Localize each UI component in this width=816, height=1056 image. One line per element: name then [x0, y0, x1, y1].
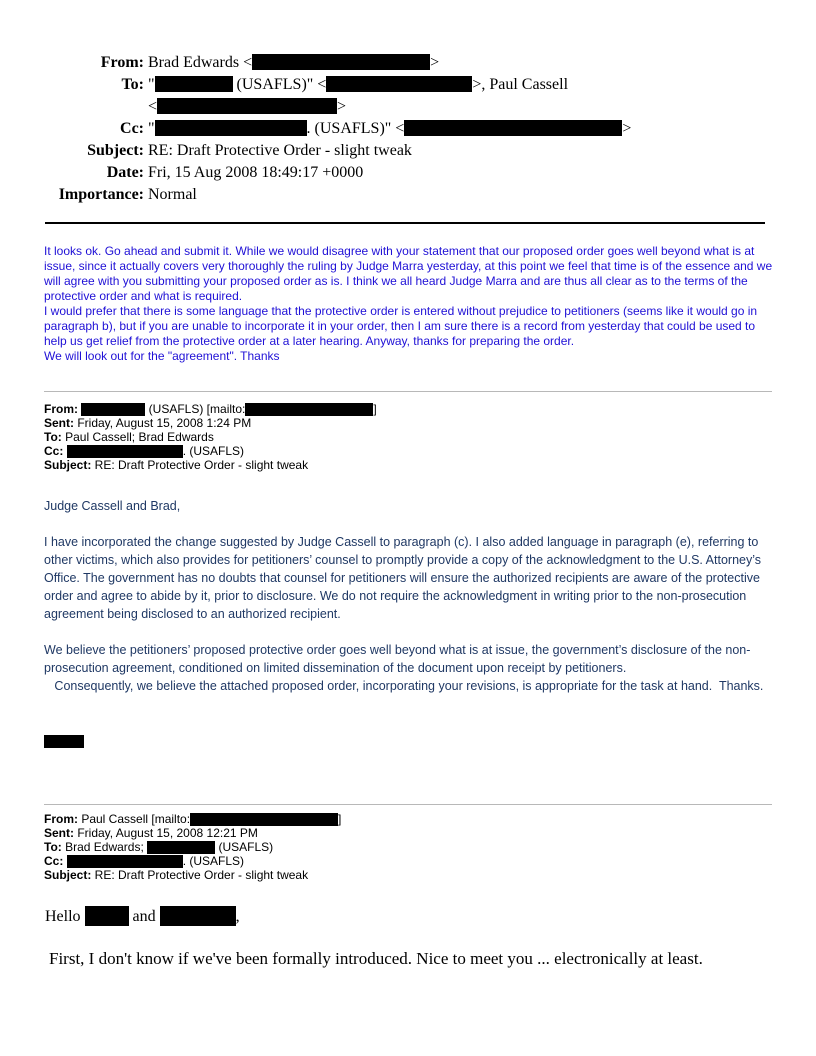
- redaction-block: [67, 445, 183, 458]
- importance-label: Importance:: [58, 186, 144, 203]
- from-label: From:: [100, 54, 144, 71]
- reply-paragraph: We will look out for the "agreement". Thanks: [44, 349, 280, 363]
- redaction-block: [81, 403, 145, 416]
- cc-org: . (USAFLS)" <: [306, 120, 405, 137]
- redaction-block: [67, 855, 183, 868]
- email3-cc-label: Cc:: [44, 854, 64, 868]
- subject-label: Subject:: [87, 142, 144, 159]
- email3-from-close: ]: [338, 812, 342, 826]
- reply-paragraph: I would prefer that there is some language that the protective order is entered without prejudice to petitioners (seems like it would go in paragraph b), but if you are unable to incorporate it in your order, then I am sure there is a record from yesterday that could be used to help us get relief from the protective order at a later hearing. Anyway, thanks for preparing the order.: [44, 304, 758, 348]
- redaction-block: [252, 54, 430, 70]
- email3-to-value: Brad Edwards;: [61, 840, 148, 854]
- redaction-block: [160, 906, 236, 926]
- header-divider: [45, 222, 765, 224]
- from-value: Brad Edwards <: [148, 54, 253, 71]
- email2-paragraph: We believe the petitioners’ proposed protective order goes well beyond what is at issue, the government’s disclosure of the non-prosecution agreement, conditioned on limited dissemination of the document upon receipt by petitioners.: [44, 643, 751, 675]
- importance-value: Normal: [148, 186, 197, 203]
- to-close: >, Paul Cassell: [472, 76, 569, 93]
- to-quote: ": [148, 76, 155, 93]
- email3-cc-value: . (USAFLS): [182, 854, 245, 868]
- email2-from-close: ]: [373, 402, 377, 416]
- email2-sent-value: Friday, August 15, 2008 1:24 PM: [74, 416, 252, 430]
- redaction-block: [85, 906, 129, 926]
- redaction-block: [155, 76, 233, 92]
- email2-to-value: Paul Cassell; Brad Edwards: [61, 430, 214, 444]
- redaction-block: [326, 76, 472, 92]
- email2-from-label: From:: [44, 402, 78, 416]
- email2-paragraph: I have incorporated the change suggested by Judge Cassell to paragraph (c). I also added language in paragraph (e), referring to other victims, which also provides for petitioners’ counsel to promptly provide a copy of the acknowledgment to the U.S. Attorney’s Office. The government has no doubts that counsel for petitioners will ensure the authorized recipients are aware of the protective order and agree to abide by it, prior to disclosure. We do not require the acknowledgment in writing prior to the non-prosecution agreement being disclosed to an authorized recipient.: [44, 535, 762, 621]
- redaction-block: [245, 403, 373, 416]
- and-word: and: [128, 908, 160, 925]
- redaction-block: [157, 98, 337, 114]
- subject-value: RE: Draft Protective Order - slight tweak: [148, 142, 412, 159]
- email2-cc-value: . (USAFLS): [182, 444, 245, 458]
- email2-paragraph: Consequently, we believe the attached proposed order, incorporating your revisions, is appropriate for the task at hand. Thanks.: [44, 679, 764, 693]
- date-value: Fri, 15 Aug 2008 18:49:17 +0000: [148, 164, 364, 181]
- redaction-block: [147, 841, 215, 854]
- email3-first-line: First, I don't know if we've been formally introduced. Nice to meet you ... electronically at least.: [49, 949, 703, 968]
- email2-to-label: To:: [44, 430, 62, 444]
- email3-from-label: From:: [44, 812, 78, 826]
- to-line2-close: >: [337, 98, 347, 115]
- to-org: (USAFLS)" <: [232, 76, 327, 93]
- quoted-email-header: [44, 402, 377, 472]
- message-divider: [44, 804, 772, 805]
- email3-to-label: To:: [44, 840, 62, 854]
- quoted-email-header: [44, 812, 341, 882]
- email3-from-value: Paul Cassell [mailto:: [78, 812, 191, 826]
- email2-from-value: (USAFLS) [mailto:: [145, 402, 246, 416]
- email2-body: [44, 497, 779, 695]
- email3-subject-label: Subject:: [44, 868, 92, 882]
- hello-word: Hello: [45, 908, 85, 925]
- message-divider: [44, 391, 772, 392]
- date-label: Date:: [106, 164, 144, 181]
- redaction-block: [190, 813, 338, 826]
- email2-cc-label: Cc:: [44, 444, 64, 458]
- greeting-comma: ,: [235, 908, 240, 925]
- email2-greeting: Judge Cassell and Brad,: [44, 499, 181, 513]
- from-close: >: [430, 54, 440, 71]
- redaction-block: [155, 120, 307, 136]
- email2-sent-label: Sent:: [44, 416, 74, 430]
- cc-quote: ": [148, 120, 155, 137]
- signature-redaction: [44, 735, 84, 748]
- to-label: To:: [121, 76, 144, 93]
- email2-subject-value: RE: Draft Protective Order - slight tweak: [91, 458, 309, 472]
- reply-paragraph: It looks ok. Go ahead and submit it. While we would disagree with your statement that our proposed order goes well beyond what is at issue, since it actually covers very thoroughly the ruling by Judge Marra yesterday, at this point we feel that time is of the essence and we will agree with you submitting your proposed order as is. I think we all heard Judge Marra and are thus all clear as to the terms of the protective order and what is required.: [44, 244, 773, 303]
- email3-subject-value: RE: Draft Protective Order - slight tweak: [91, 868, 309, 882]
- email2-subject-label: Subject:: [44, 458, 92, 472]
- to-line2-open: <: [148, 98, 158, 115]
- email3-sent-value: Friday, August 15, 2008 12:21 PM: [74, 826, 258, 840]
- email3-sent-label: Sent:: [44, 826, 74, 840]
- reply-body: [44, 244, 779, 364]
- email3-greeting: [45, 906, 240, 926]
- redaction-block: [404, 120, 622, 136]
- cc-label: Cc:: [120, 120, 144, 137]
- email3-to-org: (USAFLS): [215, 840, 274, 854]
- cc-close: >: [622, 120, 632, 137]
